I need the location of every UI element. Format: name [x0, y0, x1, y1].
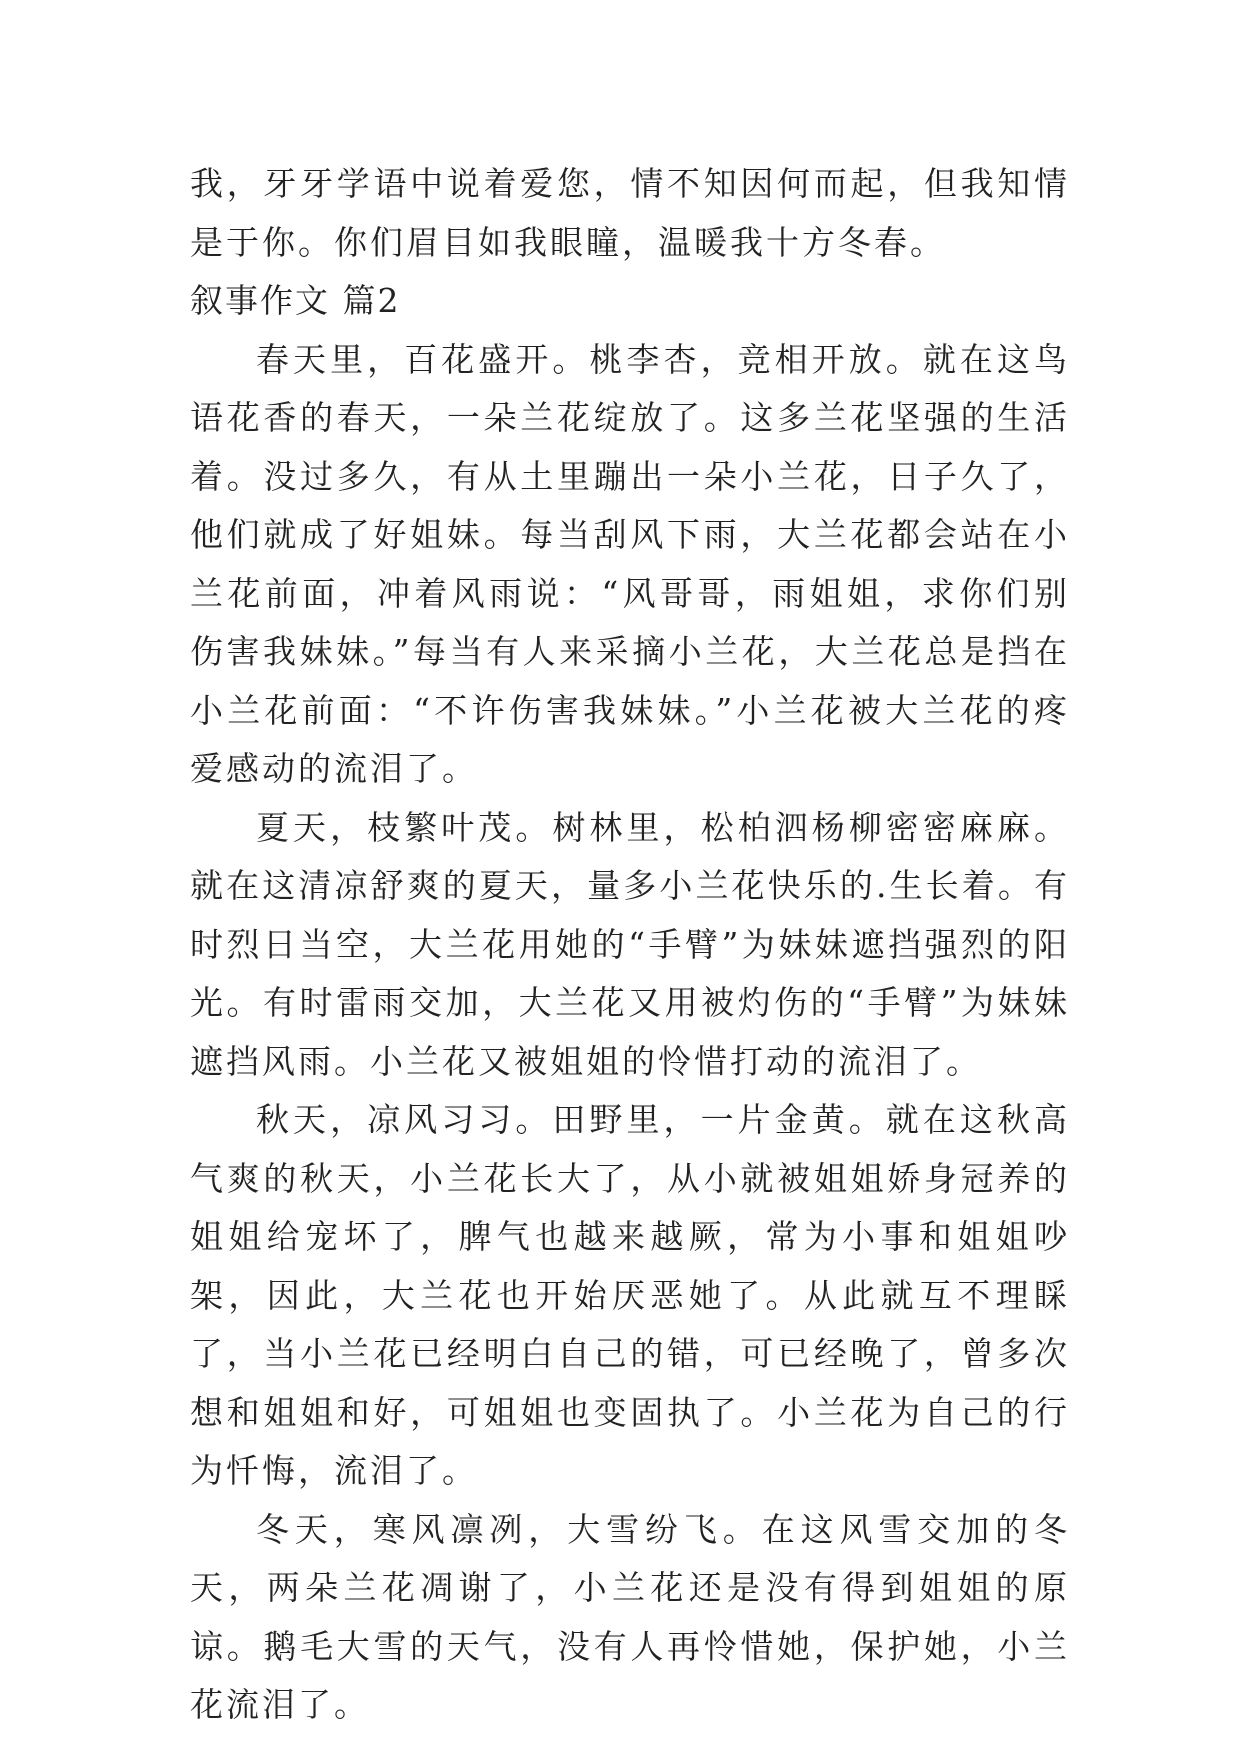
paragraph-autumn: 秋天，凉风习习。田野里，一片金黄。就在这秋高气爽的秋天，小兰花长大了，从小就被姐姐娇身冠养的姐姐给宠坏了，脾气也越来越厥，常为小事和姐姐吵架，因此，大兰花也开始厌恶她了。从此就互不理睬了，当小兰花已经明白自己的错，可已经晚了，曾多次想和姐姐和好，可姐姐也变固执了。小兰花为自己的行为忏悔，流泪了。: [190, 1100, 1070, 1490]
paragraph-spring: 春天里，百花盛开。桃李杏，竞相开放。就在这鸟语花香的春天，一朵兰花绽放了。这多兰花坚强的生活着。没过多久，有从土里蹦出一朵小兰花，日子久了，他们就成了好姐妹。每当刮风下雨，大兰花都会站在小兰花前面，冲着风雨说：“风哥哥，雨姐姐，求你们别伤害我妹妹。”每当有人来采摘小兰花，大兰花总是挡在小兰花前面：“不许伤害我妹妹。”小兰花被大兰花的疼爱感动的流泪了。: [190, 339, 1070, 788]
paragraph-summer: 夏天，枝繁叶茂。树林里，松柏泗杨柳密密麻麻。就在这清凉舒爽的夏天，量多小兰花快乐的.生长着。有时烈日当空，大兰花用她的“手臂”为妹妹遮挡强烈的阳光。有时雷雨交加，大兰花又用被灼伤的“手臂”为妹妹遮挡风雨。小兰花又被姐姐的怜惜打动的流泪了。: [190, 807, 1070, 1081]
section-heading: 叙事作文 篇2: [190, 281, 401, 320]
document-body: [190, 155, 1070, 1735]
paragraph-winter: 冬天，寒风凛冽，大雪纷飞。在这风雪交加的冬天，两朵兰花凋谢了，小兰花还是没有得到姐姐的原谅。鹅毛大雪的天气，没有人再怜惜她，保护她，小兰花流泪了。: [190, 1509, 1070, 1724]
intro-paragraph: 我，牙牙学语中说着爱您，情不知因何而起，但我知情是于你。你们眉目如我眼瞳，温暖我十方冬春。: [190, 164, 1070, 262]
